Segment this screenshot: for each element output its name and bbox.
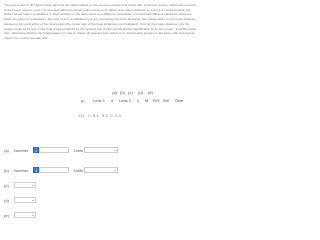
part-d-row — [4, 197, 44, 205]
part-a-label: (a) — [4, 148, 9, 153]
part-b-units-label: Units — [74, 168, 84, 173]
info-icon: i — [35, 147, 37, 153]
part-a-row — [4, 147, 124, 155]
part-e-row — [4, 212, 44, 220]
part-b-number-input[interactable] — [39, 167, 69, 173]
col-rv: R/V — [153, 98, 160, 103]
col-p1: p₁ — [81, 98, 85, 103]
part-b-number-label: Number — [14, 168, 29, 173]
col-lens2: Lens 2 — [119, 98, 132, 103]
table-header — [112, 90, 196, 96]
part-a-number-label: Number — [14, 148, 29, 153]
part-c-select[interactable] — [14, 182, 36, 188]
table-data-row — [78, 113, 188, 119]
header-d: (d) — [138, 90, 143, 95]
part-e-select[interactable] — [14, 212, 36, 218]
problem-description: The lens system in the figure (Note figure 6) the object stands on the common central axis of two thin, symmetric lenses, which are mounted in the boxed regions. Lens 1 is mounted within the boxed region closer to O, which is an object distance p₁. Lens 2 is mounted within the farther boxed region, at distance d. Each problem in the table refers to a different combination of lenses and different values for distances, which are given in centimeters. The type of lens is indicated by C for converging and D for diverging; the number after C or D is the distance between a lens and either of the focal points (the proper sign of the focal distance is not indicated). Find (a) the image distance i₂ for the image produced by lens 2 (the final image produced by the system) and (b) the overall lateral magnification M for the system, including signs. Also, determine whether the final image is (c) real or virtual, (d) inverted from object O or noninverted, and (e) on the same side of lens 2 as object O or on the opposite side. — [4, 3, 197, 40]
part-a-units-label: Units — [74, 148, 84, 153]
part-a-number-input[interactable] — [39, 147, 69, 153]
col-d: d — [111, 98, 114, 103]
info-icon: i — [35, 167, 37, 173]
cell-lens1: C, 8.1 — [88, 113, 99, 118]
cell-lens2: C, 2.3 — [110, 113, 121, 118]
part-a-units-select[interactable] — [84, 147, 118, 153]
part-d-label: (d) — [4, 198, 9, 203]
col-i2: i₂ — [137, 98, 140, 103]
header-a: (a) — [112, 90, 117, 95]
header-e: (e) — [148, 90, 153, 95]
part-b-row — [4, 167, 124, 175]
part-b-label: (b) — [4, 168, 9, 173]
part-b-units-select[interactable] — [84, 167, 118, 173]
header-c: (c) — [128, 90, 133, 95]
part-e-label: (e) — [4, 213, 9, 218]
part-c-label: (c) — [4, 183, 9, 188]
col-lens1: Lens 1 — [93, 98, 106, 103]
col-m: M — [145, 98, 149, 103]
part-d-select[interactable] — [14, 197, 36, 203]
col-ini: I/NI — [163, 98, 170, 103]
col-side: Side — [175, 98, 184, 103]
header-b: (b) — [120, 90, 125, 95]
part-c-row — [4, 182, 44, 190]
table-column-labels — [77, 98, 197, 104]
cell-p1: +17 — [78, 113, 85, 118]
cell-d: 9.3 — [102, 113, 108, 118]
